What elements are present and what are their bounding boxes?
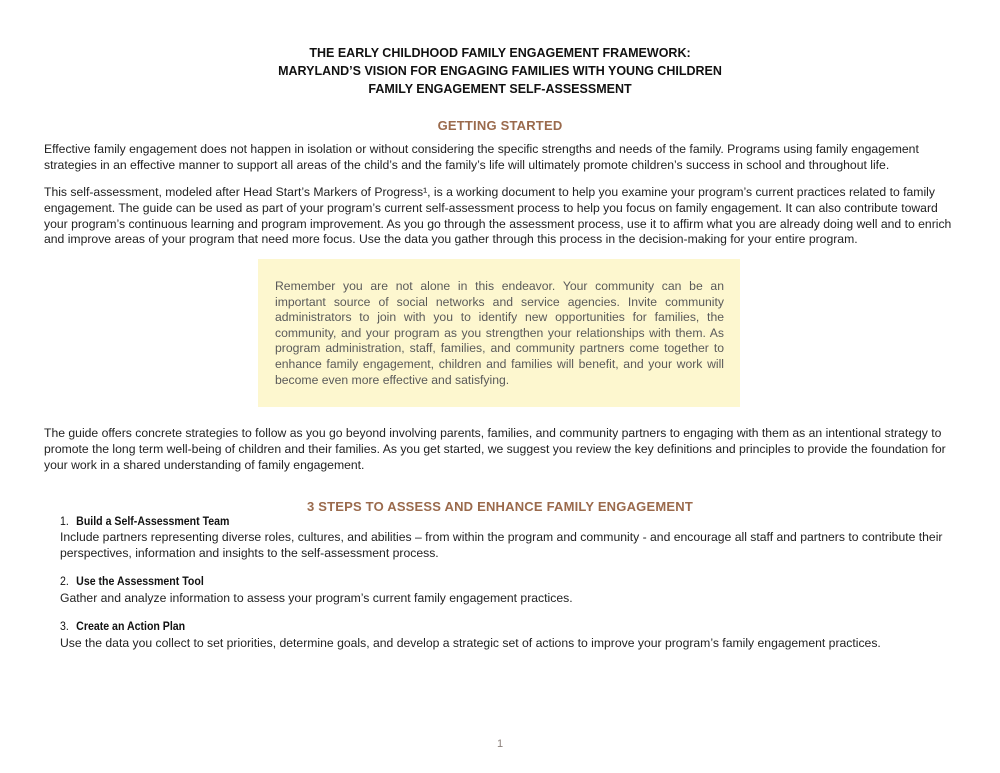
step-3-title — [60, 621, 185, 633]
guide-paragraph: The guide offers concrete strategies to follow as you go beyond involving parents, families, and community partners to engaging with them as an intentional strategy to promote the long term well-being of children and their families. As you get started, we suggest you review the key definitions and principles to provide the foundation for your work in a shared understanding of family engagement. — [44, 426, 946, 472]
step-3-description: Use the data you collect to set priorities, determine goals, and develop a strategic set of actions to improve your program’s family engagement practices. — [60, 636, 881, 650]
document-title — [0, 44, 1000, 98]
self-assessment-paragraph: This self-assessment, modeled after Head Start’s Markers of Progress¹, is a working document to help you examine your program’s current practices related to family engagement. The guide can be used as part of your program’s current self-assessment process to help you focus on family engagement. It can also contribute toward your program’s continuous learning and program improvement. As you go through the assessment process, use it to affirm what you are already doing well and to enrich and improve areas of your program that need more focus. Use the data you gather through this process in the decision-making for your entire program. — [44, 185, 952, 247]
intro-paragraph: Effective family engagement does not happen in isolation or without considering the specific strengths and needs of the family. Programs using family engagement strategies in an effective manner to support all areas of the child’s and the family’s life will ultimately promote children’s success in school and throughout life. — [44, 142, 919, 172]
step-2-description: Gather and analyze information to assess your program’s current family engagement practices. — [60, 591, 573, 605]
steps-heading: 3 STEPS TO ASSESS AND ENHANCE FAMILY ENGAGEMENT — [307, 499, 693, 514]
title-line-1: THE EARLY CHILDHOOD FAMILY ENGAGEMENT FRAMEWORK: — [309, 46, 691, 60]
step-1-title — [60, 516, 229, 528]
getting-started-heading: GETTING STARTED — [437, 118, 563, 133]
step-3-number: 3. — [60, 621, 69, 633]
step-2-number: 2. — [60, 576, 69, 588]
step-1-description: Include partners representing diverse roles, cultures, and abilities – from within the program and community - and encourage all staff and partners to contribute their perspectives, information and insights to the self-assessment process. — [60, 530, 943, 560]
step-2-title — [60, 576, 204, 588]
title-line-2: MARYLAND’S VISION FOR ENGAGING FAMILIES WITH YOUNG CHILDREN — [278, 64, 722, 78]
title-line-3: FAMILY ENGAGEMENT SELF-ASSESSMENT — [368, 82, 632, 96]
callout-text: Remember you are not alone in this endeavor. Your community can be an important source of social networks and service agencies. Invite community administrators to join with you to identify new opportunities for families, the community, and your program as you strengthen your relationships with them. As program administration, staff, families, and community partners come together to enhance family engagement, children and families will benefit, and your work will become even more effective and satisfying. — [275, 279, 724, 387]
page-number: 1 — [496, 738, 504, 750]
community-callout-box — [258, 259, 740, 407]
step-1-label: Build a Self-Assessment Team — [76, 516, 230, 528]
step-3-label: Create an Action Plan — [76, 621, 186, 633]
step-1-number: 1. — [60, 516, 69, 528]
step-2-label: Use the Assessment Tool — [76, 576, 204, 588]
